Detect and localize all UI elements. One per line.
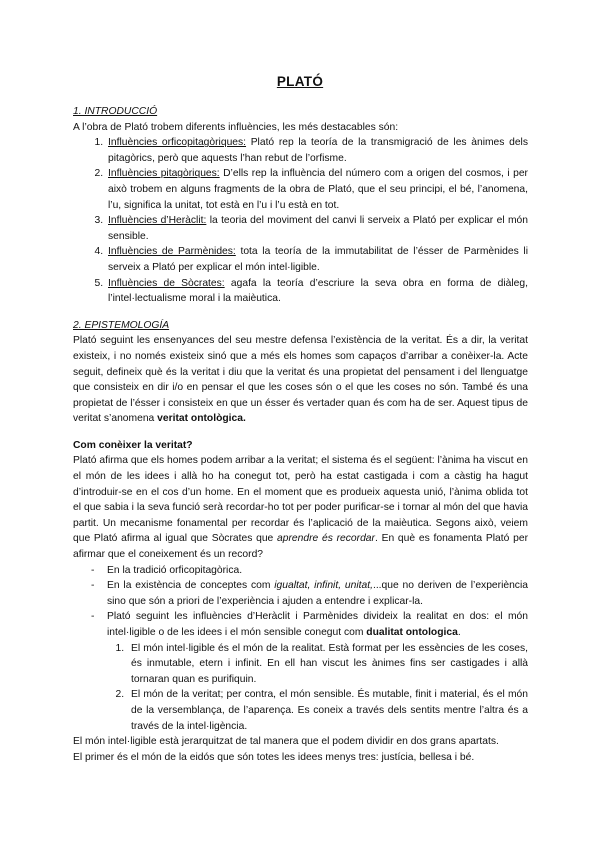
influences-list <box>73 135 528 307</box>
dash-list <box>73 563 528 641</box>
document-body <box>73 104 528 765</box>
list-item <box>127 687 528 734</box>
paragraph-text: Plató seguint les ensenyances del seu mestre defensa l’existència de la veritat. És a dir, la veritat existeix, i no només existeix sinó que a més els homes som capaços d’arribar a conèixer-la. Acte seguit, defineix què és la veritat i diu que la veritat és una propietat del pensament i del llenguatge que consisteix en dir i/o en pensar el que les coses són o el que les coses no són. També és una propietat de l’ésser i consisteix en que un ésser és vertader quan és com ha de ser. Aquest tipus de veritat s’anomena <box>73 335 528 425</box>
list-item <box>127 641 528 688</box>
item-text: ...que no deriven de l’experiència sino que són a priori de l’experiència i ajuden a entendre i explicar-la. <box>107 580 528 607</box>
bold-term: veritat ontològica. <box>157 413 246 425</box>
item-label: Influències d’Heràclit: <box>108 215 207 227</box>
list-item <box>91 578 528 609</box>
list-item <box>91 609 528 640</box>
list-item <box>106 135 528 166</box>
intro-lead: A l’obra de Plató trobem diferents influències, les més destacables són: <box>73 121 399 133</box>
subheading-com-coneixer: Com conèixer la veritat? <box>73 439 193 451</box>
item-label: Influències de Parmènides: <box>108 246 236 258</box>
item-text: El món intel·ligible és el món de la realitat. Està format per les essències de les coses, és inmutable, etern i infinit. En ell han viscut les ànimes fins ser castigades i allà tornaran quan es purifiquin. <box>131 642 528 685</box>
item-label: Influències pitagòriques: <box>108 168 220 180</box>
item-text: Plató rep la teoría de la transmigració de les ànimes dels pitagòrics, però que aquests l’han rebut de l’orfisme. <box>108 137 528 164</box>
item-text: En la existència de conceptes com <box>107 580 275 592</box>
page-title: PLATÓ <box>276 74 324 89</box>
item-text: agafa la teoría d’escriure la seva obra en forma de diàleg, l’intel·lectualisme moral i la maièutica. <box>108 277 528 305</box>
italic-term: aprendre és recordar <box>277 533 375 545</box>
paragraph-text: . En què es fonamenta Plató per afirmar que el coneixement és un record? <box>73 533 528 561</box>
list-item <box>106 276 528 307</box>
epistemology-paragraph <box>73 333 528 427</box>
conexer-paragraph <box>73 453 528 562</box>
item-text: En la tradició orficopitagòrica. <box>107 564 243 576</box>
item-text: D’ells rep la influència del número com a origen del cosmos, i per això trobem en alguns fragments de la obra de Plató, que el seu principi, el bé, l’anomena, l’u, significa la unitat, tot està en l’u i l’u està en tot. <box>108 168 528 211</box>
item-label: Influències de Sòcrates: <box>108 277 225 289</box>
list-item <box>91 563 528 579</box>
italic-term: igualtat, infinit, unitat, <box>274 580 373 592</box>
item-text: El món de la veritat; per contra, el món sensible. És mutable, finit i material, és el món de la versemblança, de l’aparença. Es coneix a través dels sentits mentre l’altra és a través de la intel·ligència. <box>131 689 528 732</box>
paragraph-text: Plató afirma que els homes podem arribar a la veritat; el sistema és el següent: l’ànima ha viscut en el món de les idees i allà ho ha conegut tot, però ha estat castigada i com a càstig ha hagut d’introduir-se en el cos d’un home. En el moment que es produeix aquesta unió, l’ànima oblida tot el que sabia i la seva funció serà recordar-ho tot per poder purificar-se i tornar al món del que havia partit. Un mecanisme fonamental per recordar és l’aplicació de la maièutica. Segons això, veiem que Plató afirma al igual que Sòcrates que <box>73 455 528 545</box>
section-heading-introduccio: 1. INTRODUCCIÓ <box>73 106 158 117</box>
item-text: la teoria del moviment del canvi li serveix a Plató per explicar el món sensible. <box>108 215 528 242</box>
closing-paragraph-1: El món intel·ligible està jerarquitzat de tal manera que el podem dividir en dos grans apartats. <box>73 736 499 748</box>
bold-term: dualitat ontologica <box>366 627 458 638</box>
item-text: tota la teoría de la immutabilitat de l’ésser de Parmènides li serveix a Plató per explicar el món intel·ligible. <box>108 246 528 273</box>
item-label: Influències orficopitagòriques: <box>108 137 247 149</box>
item-text: . <box>457 627 461 638</box>
section-heading-epistemologia: 2. EPISTEMOLOGÍA <box>73 319 170 331</box>
list-item <box>106 244 528 275</box>
list-item <box>106 166 528 213</box>
closing-paragraph-2: El primer és el món de la eidós que són totes les idees menys tres: justícia, bellesa i bé. <box>73 751 475 763</box>
item-text: Plató seguint les influències d’Heràclit i Parmènides divideix la realitat en dos: el món intel·ligible o de les idees i el món sensible conegut com <box>107 611 528 638</box>
worlds-list <box>73 641 528 735</box>
list-item <box>106 213 528 244</box>
